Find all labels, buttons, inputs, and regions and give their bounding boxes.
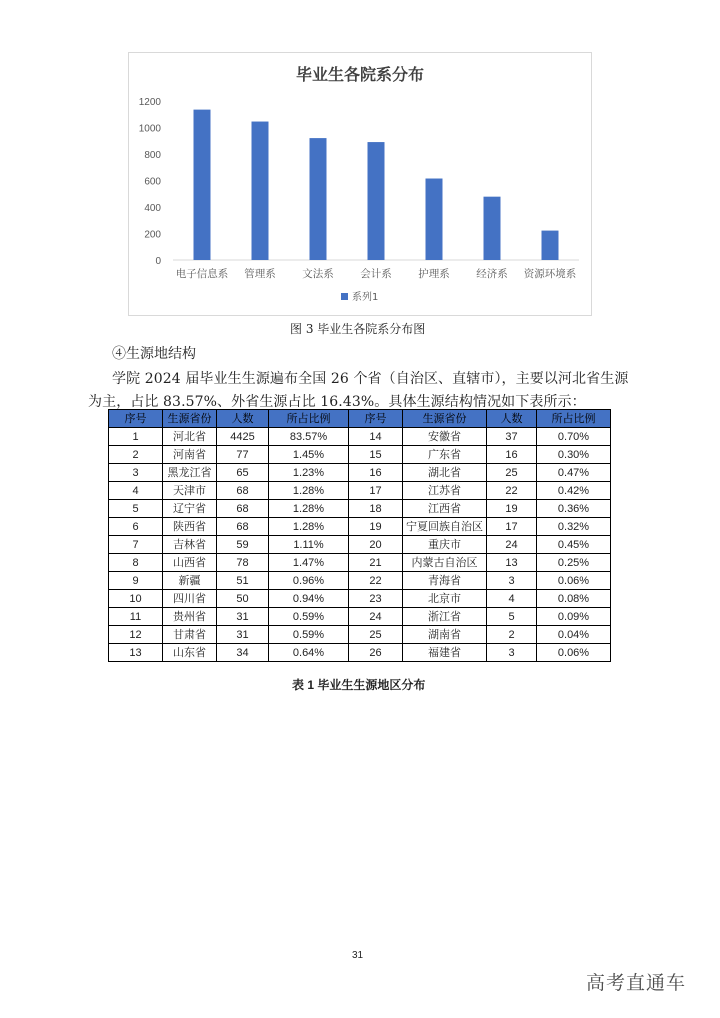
y-tick-label: 400: [144, 203, 161, 214]
table-cell: 0.06%: [537, 644, 611, 662]
table-cell: 9: [109, 572, 163, 590]
table-cell: 13: [109, 644, 163, 662]
table-cell: 37: [487, 428, 537, 446]
table-cell: 16: [487, 446, 537, 464]
table-cell: 内蒙古自治区: [403, 554, 487, 572]
y-tick-label: 1200: [138, 97, 161, 108]
table-cell: 河南省: [163, 446, 217, 464]
table-cell: 50: [217, 590, 269, 608]
bar: [310, 138, 327, 260]
bar-chart: [128, 52, 592, 316]
x-category-label: 电子信息系: [175, 268, 229, 280]
table-cell: 湖南省: [403, 626, 487, 644]
table-cell: 1: [109, 428, 163, 446]
table-row: [109, 464, 611, 482]
bar: [252, 122, 269, 260]
table-cell: 65: [217, 464, 269, 482]
table-cell: 5: [109, 500, 163, 518]
table-cell: 3: [487, 572, 537, 590]
x-category-label: 经济系: [476, 268, 508, 280]
table-cell: 1.28%: [269, 518, 349, 536]
table-row: [109, 572, 611, 590]
table-header-cell: 生源省份: [163, 410, 217, 428]
table-caption: 表 1 毕业生生源地区分布: [292, 678, 426, 692]
table-cell: 8: [109, 554, 163, 572]
table-cell: 河北省: [163, 428, 217, 446]
section-heading: ④生源地结构: [112, 346, 196, 362]
table-cell: 34: [217, 644, 269, 662]
table-cell: 1.11%: [269, 536, 349, 554]
table-cell: 宁夏回族自治区: [403, 518, 487, 536]
y-tick-label: 200: [144, 229, 161, 241]
table-cell: 北京市: [403, 590, 487, 608]
watermark-text: 高考直通车: [586, 972, 687, 994]
table-row: [109, 626, 611, 644]
table-row: [109, 644, 611, 662]
table-cell: 1.28%: [269, 500, 349, 518]
table-cell: 83.57%: [269, 428, 349, 446]
table-cell: 0.08%: [537, 590, 611, 608]
table-cell: 山东省: [163, 644, 217, 662]
chart-svg: [129, 53, 591, 315]
table-cell: 0.45%: [537, 536, 611, 554]
table-cell: 四川省: [163, 590, 217, 608]
table-cell: 0.59%: [269, 608, 349, 626]
chart-title: 毕业生各院系分布: [295, 65, 425, 84]
table-cell: 新疆: [163, 572, 217, 590]
table-cell: 吉林省: [163, 536, 217, 554]
table-cell: 江苏省: [403, 482, 487, 500]
table-cell: 68: [217, 518, 269, 536]
table-header-cell: 人数: [487, 410, 537, 428]
table-cell: 1.45%: [269, 446, 349, 464]
table-cell: 59: [217, 536, 269, 554]
x-category-label: 管理系: [244, 268, 276, 280]
x-category-label: 文法系: [302, 268, 334, 280]
table-cell: 4425: [217, 428, 269, 446]
table-cell: 10: [109, 590, 163, 608]
bar: [484, 197, 501, 260]
table-header-cell: 生源省份: [403, 410, 487, 428]
table-cell: 0.94%: [269, 590, 349, 608]
table-cell: 5: [487, 608, 537, 626]
table-cell: 贵州省: [163, 608, 217, 626]
table-cell: 广东省: [403, 446, 487, 464]
table-cell: 0.59%: [269, 626, 349, 644]
table-cell: 天津市: [163, 482, 217, 500]
table-cell: 2: [487, 626, 537, 644]
table-cell: 江西省: [403, 500, 487, 518]
table-cell: 3: [487, 644, 537, 662]
table-cell: 2: [109, 446, 163, 464]
table-cell: 青海省: [403, 572, 487, 590]
province-distribution-table: [108, 409, 611, 662]
table-cell: 4: [487, 590, 537, 608]
table-row: [109, 482, 611, 500]
table-row: [109, 608, 611, 626]
table-cell: 17: [487, 518, 537, 536]
table-cell: 0.25%: [537, 554, 611, 572]
table-row: [109, 590, 611, 608]
table-cell: 浙江省: [403, 608, 487, 626]
table-cell: 20: [349, 536, 403, 554]
paragraph-line-2: 为主，占比 83.57%、外省生源占比 16.43%。具体生源结构情况如下表所示：: [88, 394, 586, 410]
legend-swatch: [341, 293, 348, 300]
x-category-label: 护理系: [418, 268, 450, 280]
table-cell: 安徽省: [403, 428, 487, 446]
table-cell: 重庆市: [403, 536, 487, 554]
table-cell: 福建省: [403, 644, 487, 662]
table-header-cell: 人数: [217, 410, 269, 428]
x-category-label: 会计系: [360, 268, 392, 280]
table-cell: 1.47%: [269, 554, 349, 572]
table-cell: 11: [109, 608, 163, 626]
table-cell: 1.28%: [269, 482, 349, 500]
table-cell: 0.36%: [537, 500, 611, 518]
table-cell: 31: [217, 626, 269, 644]
table-cell: 19: [349, 518, 403, 536]
table-cell: 25: [487, 464, 537, 482]
table-cell: 22: [349, 572, 403, 590]
bar: [368, 142, 385, 260]
table-cell: 51: [217, 572, 269, 590]
table-cell: 77: [217, 446, 269, 464]
table-cell: 7: [109, 536, 163, 554]
table-cell: 15: [349, 446, 403, 464]
table-cell: 0.30%: [537, 446, 611, 464]
bar: [542, 231, 559, 260]
table-cell: 25: [349, 626, 403, 644]
table-cell: 18: [349, 500, 403, 518]
legend-label: 系列1: [352, 292, 379, 303]
table-cell: 21: [349, 554, 403, 572]
table-cell: 22: [487, 482, 537, 500]
paragraph-line-1: 学院 2024 届毕业生生源遍布全国 26 个省（自治区、直辖市），主要以河北省生源: [112, 371, 629, 387]
table-cell: 山西省: [163, 554, 217, 572]
table-body: [109, 428, 611, 662]
table-cell: 0.32%: [537, 518, 611, 536]
table-header-cell: 所占比例: [269, 410, 349, 428]
table-cell: 4: [109, 482, 163, 500]
table-cell: 陕西省: [163, 518, 217, 536]
table-cell: 12: [109, 626, 163, 644]
bar: [194, 110, 211, 260]
table-cell: 黑龙江省: [163, 464, 217, 482]
table-row: [109, 446, 611, 464]
table-cell: 19: [487, 500, 537, 518]
table-cell: 3: [109, 464, 163, 482]
table-cell: 26: [349, 644, 403, 662]
table-cell: 23: [349, 590, 403, 608]
table-cell: 78: [217, 554, 269, 572]
table-row: [109, 536, 611, 554]
table-cell: 16: [349, 464, 403, 482]
table-cell: 14: [349, 428, 403, 446]
table-cell: 68: [217, 482, 269, 500]
table-cell: 0.47%: [537, 464, 611, 482]
y-tick-label: 0: [155, 256, 161, 267]
table-cell: 甘肃省: [163, 626, 217, 644]
table-cell: 17: [349, 482, 403, 500]
table-cell: 0.96%: [269, 572, 349, 590]
table-cell: 0.06%: [537, 572, 611, 590]
table-cell: 0.64%: [269, 644, 349, 662]
table-cell: 13: [487, 554, 537, 572]
table-row: [109, 554, 611, 572]
table-row: [109, 428, 611, 446]
table-header-cell: 序号: [349, 410, 403, 428]
y-tick-label: 800: [144, 150, 161, 161]
y-tick-label: 600: [144, 176, 161, 188]
y-tick-label: 1000: [138, 123, 161, 135]
x-category-label: 资源环境系: [523, 268, 577, 280]
table-cell: 辽宁省: [163, 500, 217, 518]
table-cell: 0.70%: [537, 428, 611, 446]
table-cell: 31: [217, 608, 269, 626]
table-cell: 24: [349, 608, 403, 626]
table-header-cell: 序号: [109, 410, 163, 428]
table-cell: 湖北省: [403, 464, 487, 482]
table-cell: 1.23%: [269, 464, 349, 482]
table-header-row: [109, 410, 611, 428]
table-cell: 6: [109, 518, 163, 536]
table-cell: 0.42%: [537, 482, 611, 500]
figure-caption: 图 3 毕业生各院系分布图: [290, 322, 426, 336]
bar: [426, 179, 443, 260]
table-cell: 68: [217, 500, 269, 518]
table-cell: 0.04%: [537, 626, 611, 644]
table-row: [109, 518, 611, 536]
table-header-cell: 所占比例: [537, 410, 611, 428]
table-row: [109, 500, 611, 518]
table-cell: 24: [487, 536, 537, 554]
table-cell: 0.09%: [537, 608, 611, 626]
page-number: 31: [352, 950, 364, 961]
